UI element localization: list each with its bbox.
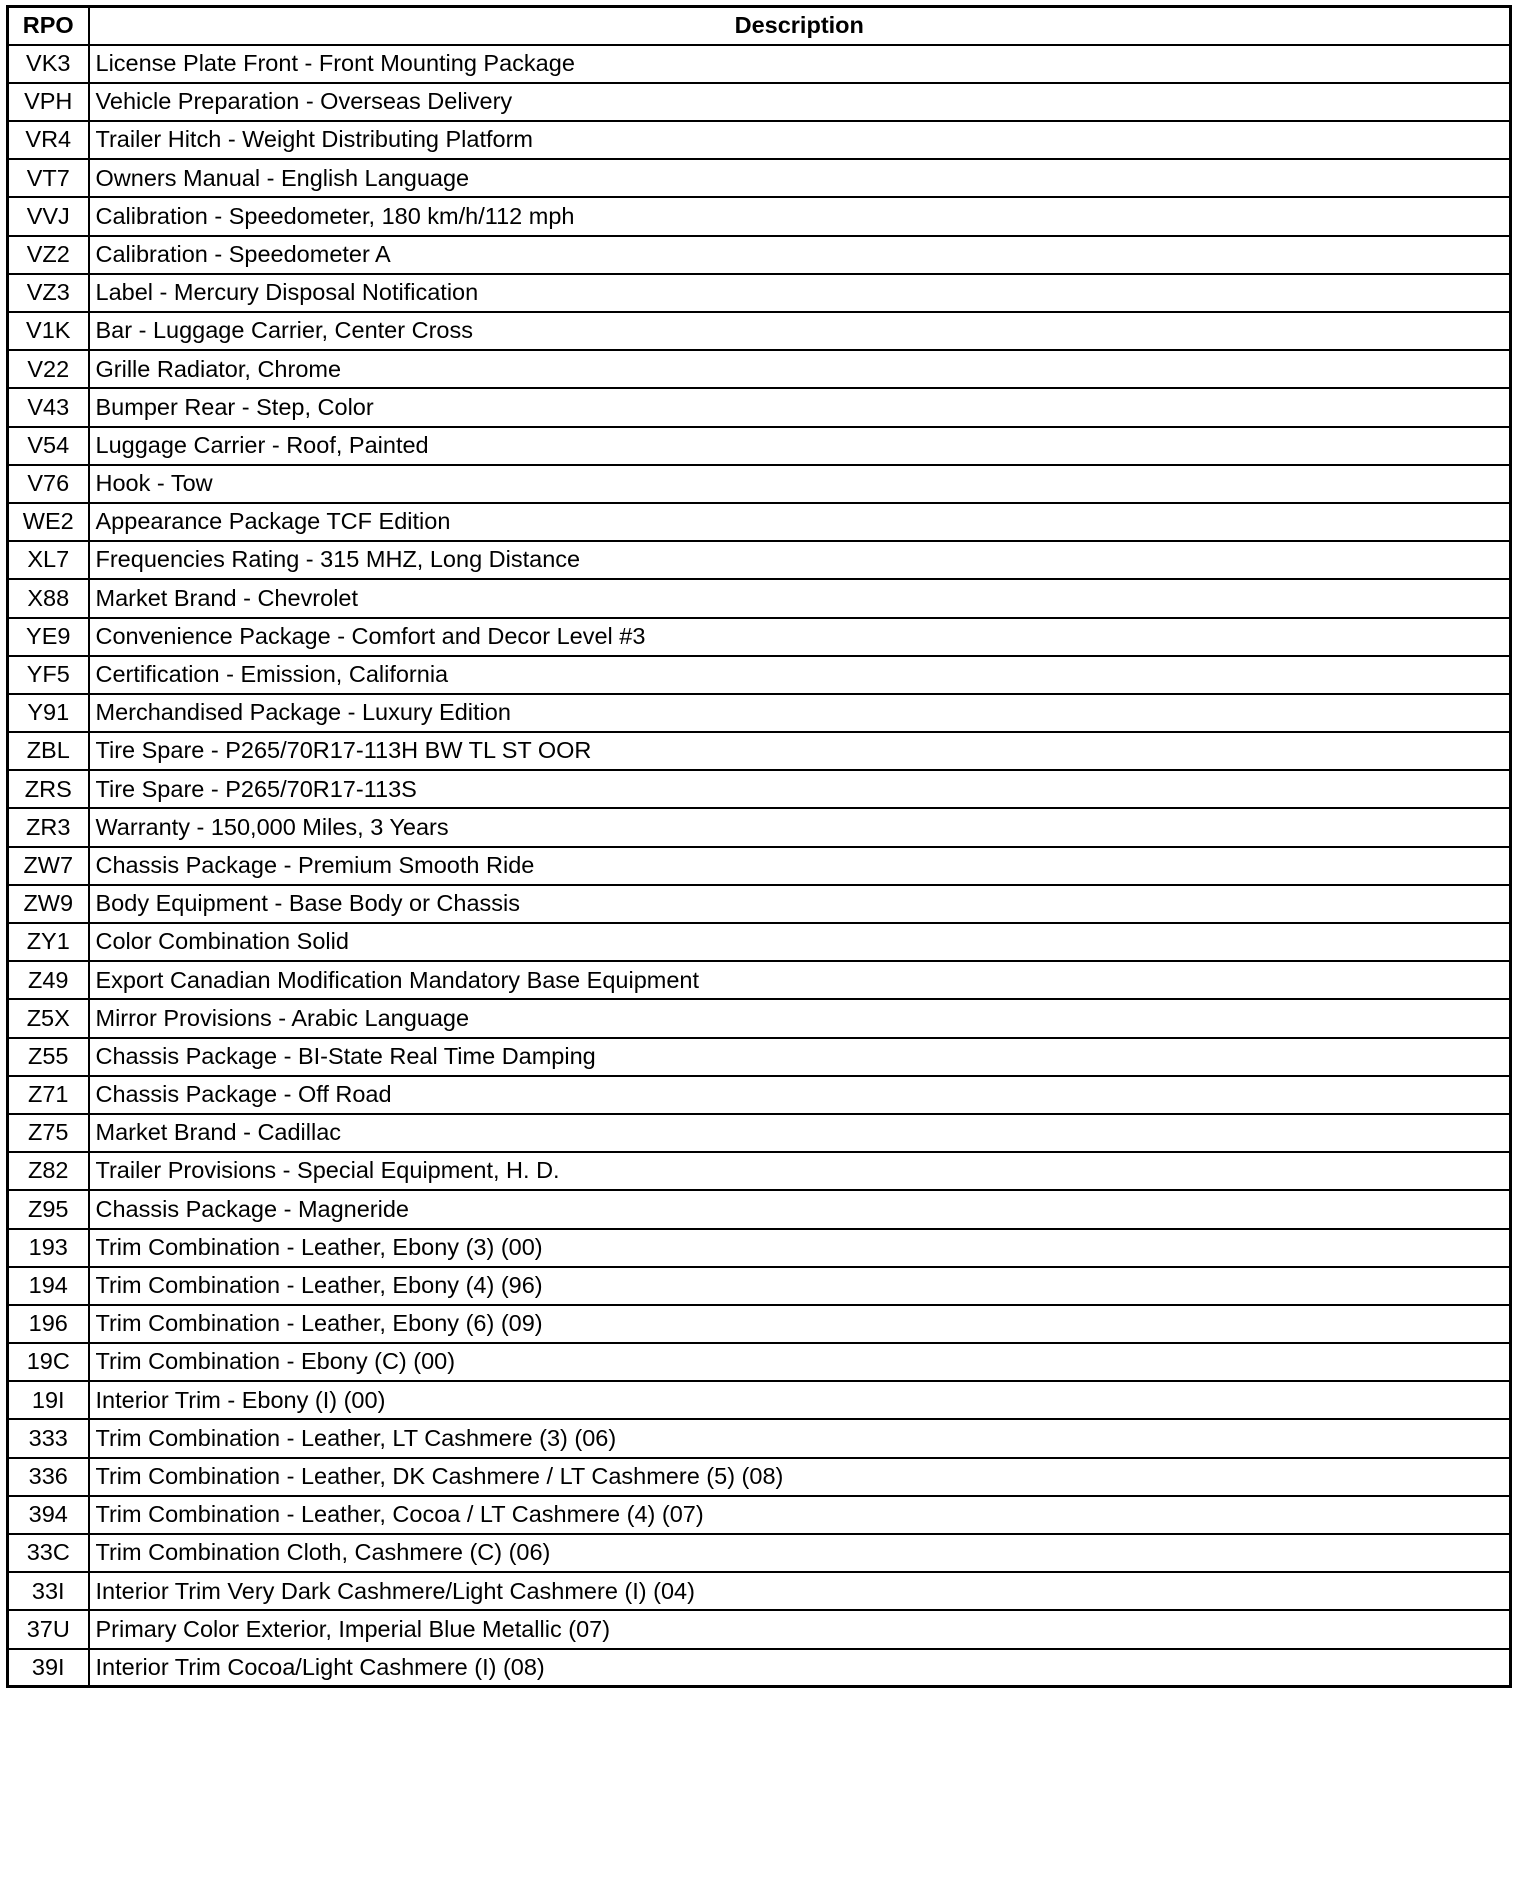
table-row [8,732,1511,770]
description-cell: Trailer Provisions - Special Equipment, H. D. [89,1152,1511,1190]
table-row [8,1496,1511,1534]
description-column-header: Description [89,7,1511,45]
table-row [8,1458,1511,1496]
table-row [8,1267,1511,1305]
rpo-code-cell: V22 [8,350,89,388]
table-row [8,847,1511,885]
rpo-code-cell: Z71 [8,1076,89,1114]
description-cell: Interior Trim Cocoa/Light Cashmere (I) (08) [89,1649,1511,1687]
rpo-table [6,5,1512,1688]
description-cell: Trim Combination - Leather, Ebony (6) (09) [89,1305,1511,1343]
table-row [8,808,1511,846]
rpo-code-cell: YF5 [8,656,89,694]
rpo-code-cell: 39I [8,1649,89,1687]
description-cell: Primary Color Exterior, Imperial Blue Metallic (07) [89,1610,1511,1648]
table-row [8,236,1511,274]
description-cell: Calibration - Speedometer, 180 km/h/112 mph [89,197,1511,235]
table-row [8,1305,1511,1343]
description-cell: Certification - Emission, California [89,656,1511,694]
description-cell: Bumper Rear - Step, Color [89,388,1511,426]
header-row [8,7,1511,45]
description-cell: Mirror Provisions - Arabic Language [89,999,1511,1037]
rpo-code-cell: Z82 [8,1152,89,1190]
rpo-code-cell: ZRS [8,770,89,808]
table-row [8,1038,1511,1076]
rpo-code-cell: 19C [8,1343,89,1381]
description-cell: Warranty - 150,000 Miles, 3 Years [89,808,1511,846]
description-cell: Trim Combination - Leather, Ebony (4) (96) [89,1267,1511,1305]
table-row [8,923,1511,961]
table-row [8,350,1511,388]
description-cell: Grille Radiator, Chrome [89,350,1511,388]
rpo-code-cell: Z75 [8,1114,89,1152]
table-row [8,999,1511,1037]
rpo-code-cell: Z55 [8,1038,89,1076]
rpo-code-cell: WE2 [8,503,89,541]
table-row [8,1190,1511,1228]
description-cell: Trailer Hitch - Weight Distributing Platform [89,121,1511,159]
table-row [8,1572,1511,1610]
table-row [8,961,1511,999]
rpo-code-cell: 19I [8,1381,89,1419]
table-row [8,1381,1511,1419]
table-row [8,312,1511,350]
description-cell: Market Brand - Cadillac [89,1114,1511,1152]
description-cell: Trim Combination - Leather, Ebony (3) (00) [89,1229,1511,1267]
rpo-code-cell: VT7 [8,159,89,197]
table-row [8,427,1511,465]
description-cell: Tire Spare - P265/70R17-113H BW TL ST OOR [89,732,1511,770]
description-cell: Owners Manual - English Language [89,159,1511,197]
rpo-code-cell: ZW9 [8,885,89,923]
table-row [8,694,1511,732]
description-cell: Body Equipment - Base Body or Chassis [89,885,1511,923]
table-row [8,579,1511,617]
rpo-code-cell: Z49 [8,961,89,999]
description-cell: Tire Spare - P265/70R17-113S [89,770,1511,808]
description-cell: Chassis Package - Premium Smooth Ride [89,847,1511,885]
table-row [8,465,1511,503]
table-row [8,656,1511,694]
table-row [8,1152,1511,1190]
description-cell: Chassis Package - Off Road [89,1076,1511,1114]
rpo-code-cell: 333 [8,1419,89,1457]
table-row [8,1610,1511,1648]
description-cell: Calibration - Speedometer A [89,236,1511,274]
rpo-code-cell: 193 [8,1229,89,1267]
rpo-code-cell: X88 [8,579,89,617]
rpo-code-cell: VZ3 [8,274,89,312]
table-row [8,45,1511,83]
description-cell: Bar - Luggage Carrier, Center Cross [89,312,1511,350]
description-cell: Export Canadian Modification Mandatory Base Equipment [89,961,1511,999]
rpo-code-cell: ZR3 [8,808,89,846]
description-cell: Merchandised Package - Luxury Edition [89,694,1511,732]
description-cell: Convenience Package - Comfort and Decor Level #3 [89,618,1511,656]
description-cell: Trim Combination - Leather, DK Cashmere / LT Cashmere (5) (08) [89,1458,1511,1496]
description-cell: Hook - Tow [89,465,1511,503]
table-row [8,83,1511,121]
description-cell: Appearance Package TCF Edition [89,503,1511,541]
rpo-code-cell: VZ2 [8,236,89,274]
rpo-code-cell: V54 [8,427,89,465]
description-cell: Luggage Carrier - Roof, Painted [89,427,1511,465]
table-row [8,618,1511,656]
table-row [8,770,1511,808]
rpo-code-cell: VK3 [8,45,89,83]
table-row [8,197,1511,235]
table-row [8,1229,1511,1267]
description-cell: Interior Trim Very Dark Cashmere/Light Cashmere (I) (04) [89,1572,1511,1610]
table-row [8,388,1511,426]
rpo-code-cell: VR4 [8,121,89,159]
rpo-code-cell: 33C [8,1534,89,1572]
rpo-column-header: RPO [8,7,89,45]
description-cell: Trim Combination Cloth, Cashmere (C) (06) [89,1534,1511,1572]
rpo-code-cell: V1K [8,312,89,350]
rpo-code-cell: 394 [8,1496,89,1534]
rpo-code-cell: 33I [8,1572,89,1610]
table-header [8,7,1511,45]
rpo-code-cell: Z5X [8,999,89,1037]
table-row [8,1076,1511,1114]
description-cell: Frequencies Rating - 315 MHZ, Long Distance [89,541,1511,579]
rpo-code-cell: 37U [8,1610,89,1648]
description-cell: Trim Combination - Ebony (C) (00) [89,1343,1511,1381]
rpo-code-cell: V43 [8,388,89,426]
table-row [8,121,1511,159]
rpo-code-cell: XL7 [8,541,89,579]
rpo-code-cell: YE9 [8,618,89,656]
table-row [8,1114,1511,1152]
rpo-code-cell: 196 [8,1305,89,1343]
table-row [8,541,1511,579]
rpo-code-cell: 194 [8,1267,89,1305]
table-row [8,159,1511,197]
rpo-code-cell: VPH [8,83,89,121]
rpo-code-cell: ZBL [8,732,89,770]
description-cell: Interior Trim - Ebony (I) (00) [89,1381,1511,1419]
table-row [8,1534,1511,1572]
description-cell: Market Brand - Chevrolet [89,579,1511,617]
description-cell: Color Combination Solid [89,923,1511,961]
rpo-code-cell: ZY1 [8,923,89,961]
rpo-code-cell: V76 [8,465,89,503]
description-cell: Trim Combination - Leather, Cocoa / LT Cashmere (4) (07) [89,1496,1511,1534]
rpo-code-cell: 336 [8,1458,89,1496]
description-cell: Trim Combination - Leather, LT Cashmere (3) (06) [89,1419,1511,1457]
table-row [8,1343,1511,1381]
table-row [8,503,1511,541]
description-cell: License Plate Front - Front Mounting Package [89,45,1511,83]
table-row [8,1419,1511,1457]
table-row [8,885,1511,923]
table-body [8,45,1511,1687]
description-cell: Vehicle Preparation - Overseas Delivery [89,83,1511,121]
rpo-code-cell: ZW7 [8,847,89,885]
description-cell: Chassis Package - BI-State Real Time Damping [89,1038,1511,1076]
description-cell: Label - Mercury Disposal Notification [89,274,1511,312]
rpo-code-cell: Y91 [8,694,89,732]
description-cell: Chassis Package - Magneride [89,1190,1511,1228]
rpo-code-cell: Z95 [8,1190,89,1228]
table-row [8,1649,1511,1687]
rpo-code-cell: VVJ [8,197,89,235]
table-row [8,274,1511,312]
